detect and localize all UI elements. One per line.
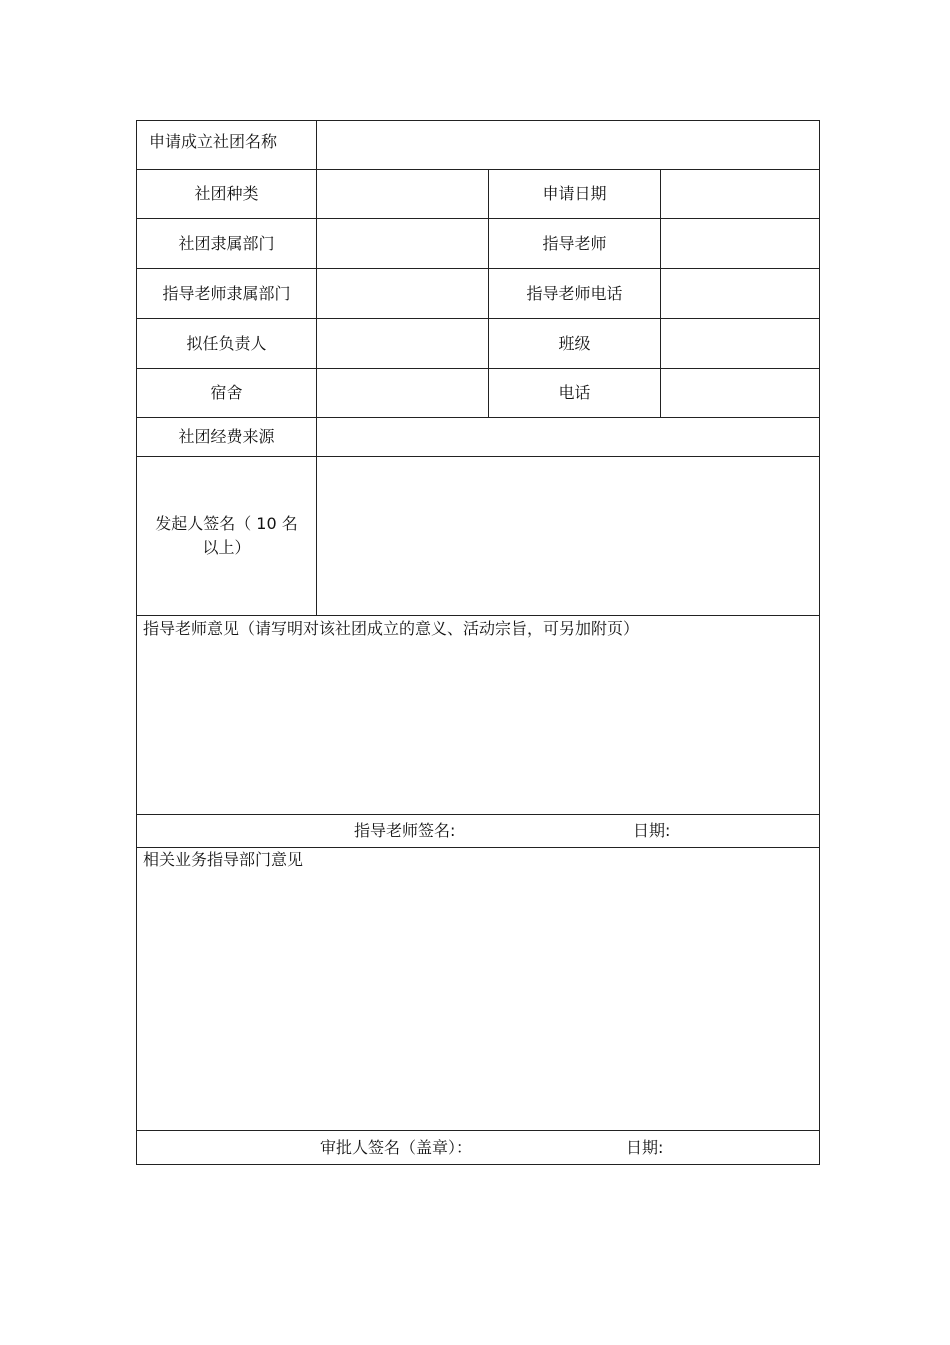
approver-date-label: 日期: bbox=[626, 1138, 664, 1157]
advisor-date-label: 日期: bbox=[633, 821, 671, 840]
club-name-label: 申请成立社团名称 bbox=[149, 132, 278, 151]
dept-opinion-label: 相关业务指导部门意见 bbox=[143, 850, 304, 869]
advisor-label: 指导老师 bbox=[542, 233, 607, 253]
leader-label: 拟任负责人 bbox=[186, 333, 267, 353]
founders-label-line2: 以上） bbox=[202, 538, 251, 557]
phone-label: 电话 bbox=[558, 383, 591, 402]
apply-date-field[interactable] bbox=[661, 170, 819, 218]
row-divider bbox=[136, 1130, 820, 1131]
row-divider bbox=[136, 615, 820, 616]
advisor-dept-label: 指导老师隶属部门 bbox=[162, 283, 291, 303]
advisor-phone-field[interactable] bbox=[661, 269, 819, 318]
row-divider bbox=[136, 814, 820, 815]
affiliated-dept-label: 社团隶属部门 bbox=[178, 233, 275, 253]
leader-field[interactable] bbox=[317, 319, 488, 368]
form-border-bottom bbox=[136, 1164, 820, 1165]
club-application-form bbox=[136, 120, 820, 1165]
advisor-opinion-field[interactable] bbox=[137, 642, 819, 814]
advisor-phone-label: 指导老师电话 bbox=[526, 283, 623, 303]
class-label: 班级 bbox=[558, 333, 591, 353]
advisor-opinion-label: 指导老师意见（请写明对该社团成立的意义、活动宗旨，可另加附页） bbox=[143, 619, 640, 638]
founders-label bbox=[137, 457, 316, 615]
row-divider bbox=[136, 847, 820, 848]
funding-label: 社团经费来源 bbox=[178, 427, 275, 446]
club-name-field[interactable] bbox=[317, 121, 819, 169]
founders-label-line1: 发起人签名（ 10 名 bbox=[155, 514, 298, 533]
club-type-label: 社团种类 bbox=[194, 184, 259, 203]
dept-opinion-field[interactable] bbox=[137, 874, 819, 1130]
dorm-label: 宿舍 bbox=[210, 383, 243, 402]
approver-signature-label: 审批人签名（盖章）： bbox=[320, 1138, 473, 1157]
apply-date-label: 申请日期 bbox=[542, 184, 607, 203]
advisor-signature-label: 指导老师签名: bbox=[354, 821, 456, 840]
affiliated-dept-field[interactable] bbox=[317, 219, 488, 268]
form-border-right bbox=[819, 120, 820, 1165]
class-field[interactable] bbox=[661, 319, 819, 368]
founders-signature-field[interactable] bbox=[317, 457, 819, 615]
advisor-field[interactable] bbox=[661, 219, 819, 268]
club-type-field[interactable] bbox=[317, 170, 488, 218]
phone-field[interactable] bbox=[661, 369, 819, 417]
dorm-field[interactable] bbox=[317, 369, 488, 417]
advisor-dept-field[interactable] bbox=[317, 269, 488, 318]
funding-field[interactable] bbox=[317, 418, 819, 456]
